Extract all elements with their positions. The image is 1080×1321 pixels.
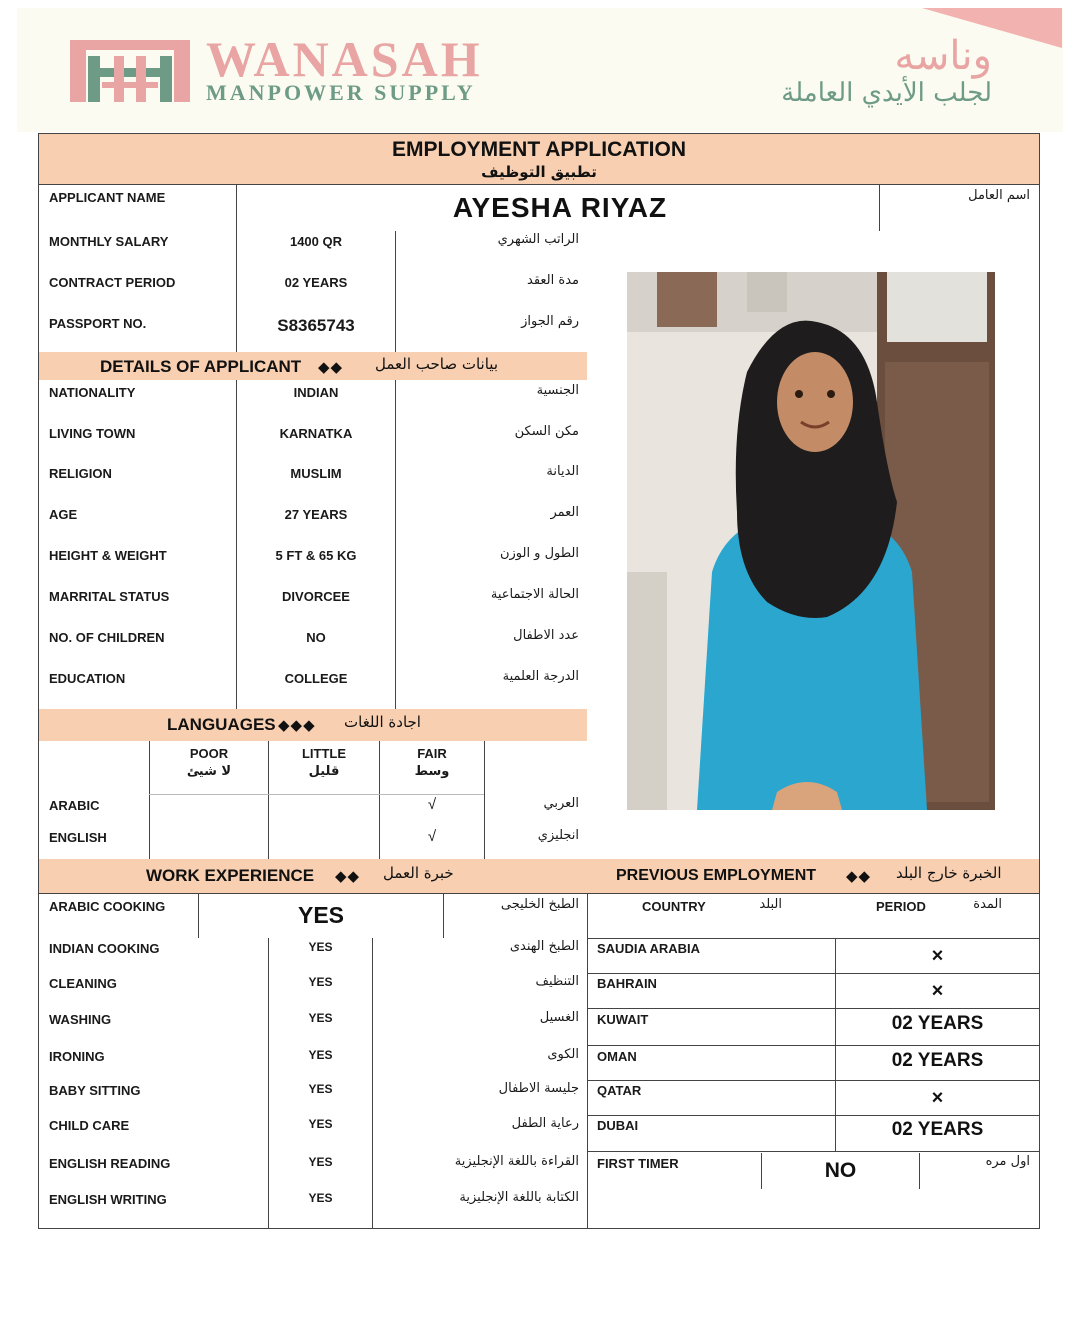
arabic-language-label: ARABIC [49,798,100,813]
child-care-label-arabic: رعاية الطفل [511,1116,579,1131]
work-section-title-arabic: خبرة العمل [383,864,454,882]
baby-sitting-label: BABY SITTING [49,1083,141,1098]
age-label-arabic: العمر [550,505,579,520]
languages-section-title-arabic: اجادة اللغات [344,713,421,731]
previous-section-title-arabic: الخبرة خارج البلد [896,864,1002,882]
country-oman: OMAN [597,1049,637,1064]
country-column-header-arabic: البلد [759,897,782,912]
details-section-title: DETAILS OF APPLICANT [100,357,302,376]
age-value: 27 YEARS [284,507,348,522]
english-reading-value: YES [308,1155,333,1169]
english-fair-check: √ [427,828,437,845]
living-town-label-arabic: مكن السكن [514,424,579,439]
period-bahrain: × [931,980,944,1002]
passport-value: S8365743 [277,316,355,335]
height-weight-value: 5 FT & 65 KG [275,548,357,563]
contract-value: 02 YEARS [284,275,348,290]
children-value: NO [306,630,326,645]
applicant-name-label-arabic: اسم العامل [968,188,1030,203]
salary-label: MONTHLY SALARY [49,234,169,249]
period-column-header: PERIOD [876,899,926,914]
cleaning-value: YES [308,975,333,989]
work-diamonds: ◆◆ [335,868,361,885]
indian-cooking-label: INDIAN COOKING [49,941,160,956]
indian-cooking-label-arabic: الطبخ الهندى [509,939,579,954]
ironing-label: IRONING [49,1049,105,1064]
period-kuwait: 02 YEARS [891,1013,984,1034]
education-label-arabic: الدرجة العلمية [502,669,579,684]
nationality-value: INDIAN [293,385,339,400]
work-section-title: WORK EXPERIENCE [146,866,315,885]
marital-status-value: DIVORCEE [282,589,350,604]
country-column-header: COUNTRY [642,899,706,914]
contract-label: CONTRACT PERIOD [49,275,176,290]
marital-status-label: MARRITAL STATUS [49,589,170,604]
nationality-label-arabic: الجنسية [536,383,579,398]
country-qatar: QATAR [597,1083,642,1098]
contract-label-arabic: مدة العقد [527,273,579,288]
ironing-label-arabic: الكوى [547,1047,579,1062]
passport-label: PASSPORT NO. [49,316,147,331]
washing-label-arabic: الغسيل [539,1010,579,1025]
children-label-arabic: عدد الاطفال [513,628,579,643]
child-care-label: CHILD CARE [49,1118,130,1133]
level-little-arabic: قليل [308,764,340,779]
english-reading-label-arabic: القراءة باللغة الإنجليزية [454,1154,579,1169]
country-dubai: DUBAI [597,1118,639,1133]
details-diamonds: ◆◆ [318,359,344,376]
form-title-arabic: تطبيق التوظيف [481,163,597,181]
level-fair-arabic: وسط [414,764,450,779]
arabic-language-label-arabic: العربي [543,796,579,811]
age-label: AGE [49,507,78,522]
period-qatar: × [931,1087,944,1109]
first-timer-label: FIRST TIMER [597,1156,679,1171]
brand-name: WANASAH [206,31,483,87]
salary-value: 1400 QR [289,234,343,249]
indian-cooking-value: YES [308,940,333,954]
english-writing-value: YES [308,1191,333,1205]
period-saudi-arabia: × [931,945,944,967]
brand-subtitle-arabic: لجلب الأيدي العاملة [781,78,992,108]
cleaning-label-arabic: التنظيف [535,974,579,989]
cleaning-label: CLEANING [49,976,117,991]
languages-diamonds: ◆◆◆ [278,717,316,734]
period-oman: 02 YEARS [891,1050,984,1071]
english-writing-label: ENGLISH WRITING [49,1192,167,1207]
previous-diamonds: ◆◆ [846,868,872,885]
first-timer-label-arabic: اول مره [985,1154,1030,1169]
level-poor-arabic: لا شيئ [186,764,232,779]
level-little: LITTLE [301,746,347,761]
country-saudi-arabia: SAUDIA ARABIA [597,941,701,956]
period-dubai: 02 YEARS [891,1119,984,1140]
level-fair: FAIR [417,746,447,761]
washing-label: WASHING [49,1012,112,1027]
children-label: NO. OF CHILDREN [49,630,165,645]
baby-sitting-value: YES [308,1082,333,1096]
washing-value: YES [308,1011,333,1025]
education-label: EDUCATION [49,671,126,686]
religion-label-arabic: الديانة [546,464,579,479]
living-town-label: LIVING TOWN [49,426,136,441]
education-value: COLLEGE [284,671,348,686]
period-column-header-arabic: المدة [973,897,1002,912]
first-timer-value: NO [824,1159,857,1182]
applicant-name-label: APPLICANT NAME [49,190,166,205]
country-bahrain: BAHRAIN [597,976,657,991]
arabic-cooking-label: ARABIC COOKING [49,899,166,914]
living-town-value: KARNATKA [279,426,353,441]
form-title: EMPLOYMENT APPLICATION [392,138,686,161]
country-kuwait: KUWAIT [597,1012,649,1027]
brand-subtitle: MANPOWER SUPPLY [206,80,476,105]
religion-label: RELIGION [49,466,112,481]
arabic-cooking-label-arabic: الطبخ الخليجى [500,897,579,912]
english-writing-label-arabic: الكتابة باللغة الإنجليزية [459,1190,579,1205]
english-language-label: ENGLISH [49,830,107,845]
nationality-label: NATIONALITY [49,385,136,400]
english-language-label-arabic: انجليزي [537,828,579,843]
passport-label-arabic: رقم الجواز [521,314,579,329]
languages-section-title: LANGUAGES [167,715,276,734]
applicant-photo [627,272,995,810]
child-care-value: YES [308,1117,333,1131]
arabic-fair-check: √ [427,796,437,813]
brand-name-arabic: وناسه [894,33,992,79]
height-weight-label: HEIGHT & WEIGHT [49,548,167,563]
arabic-cooking-value: YES [297,902,345,928]
marital-status-label-arabic: الحالة الاجتماعية [490,587,579,602]
previous-section-title: PREVIOUS EMPLOYMENT [616,867,817,884]
details-section-title-arabic: بيانات صاحب العمل [375,355,498,373]
wanasah-logo [68,38,192,104]
baby-sitting-label-arabic: جليسة الاطفال [498,1081,579,1096]
ironing-value: YES [308,1048,333,1062]
religion-value: MUSLIM [290,466,342,481]
applicant-name: AYESHA RIYAZ [452,192,668,223]
salary-label-arabic: الراتب الشهري [497,232,579,247]
level-poor: POOR [189,746,229,761]
english-reading-label: ENGLISH READING [49,1156,171,1171]
height-weight-label-arabic: الطول و الوزن [499,546,579,561]
